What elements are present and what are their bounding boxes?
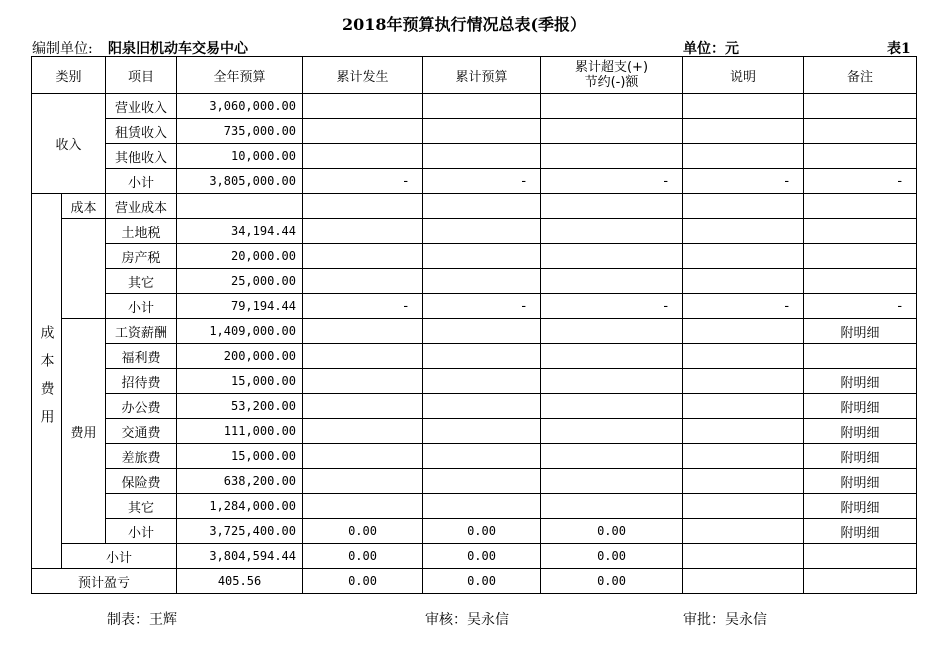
actual-cell: 0.00 <box>303 544 423 569</box>
budget-cell: 79,194.44 <box>177 294 303 319</box>
report-title: 2018年预算执行情况总表(季报） <box>341 15 587 34</box>
cum-budget-cell: 0.00 <box>423 519 541 544</box>
approved-by: 审批：吴永信 <box>683 612 767 628</box>
budget-cell: 111,000.00 <box>177 419 303 444</box>
table-row <box>32 344 917 369</box>
remark-cell: 附明细 <box>804 319 917 344</box>
item-cell: 土地税 <box>106 219 177 244</box>
actual-cell: 0.00 <box>303 519 423 544</box>
col-variance-line2: 节约(-)额 <box>584 75 639 90</box>
item-cell: 小计 <box>62 544 177 569</box>
table-row <box>32 319 917 344</box>
budget-cell: 10,000.00 <box>177 144 303 169</box>
table-row <box>32 244 917 269</box>
item-cell: 工资薪酬 <box>106 319 177 344</box>
cum-budget-cell: 0.00 <box>423 544 541 569</box>
table-row <box>32 219 917 244</box>
budget-cell: 735,000.00 <box>177 119 303 144</box>
col-category: 类别 <box>32 57 106 94</box>
remark-cell: 附明细 <box>804 519 917 544</box>
item-cell: 保险费 <box>106 469 177 494</box>
variance-cell: 0.00 <box>541 519 683 544</box>
budget-cell: 638,200.00 <box>177 469 303 494</box>
group-tax-blank <box>62 219 106 319</box>
remark-cell <box>804 344 917 369</box>
dash-cell: - <box>683 294 804 319</box>
table-number: 表1 <box>887 41 911 57</box>
table-row <box>32 369 917 394</box>
item-cell: 小计 <box>106 294 177 319</box>
item-cell: 其他收入 <box>106 144 177 169</box>
table-row <box>32 494 917 519</box>
budget-table <box>31 56 917 594</box>
cost-subtotal-row <box>32 294 917 319</box>
group-cost: 成本 <box>62 194 106 219</box>
unit-name: 阳泉旧机动车交易中心 <box>108 41 248 57</box>
table-row <box>32 444 917 469</box>
dash-cell: - <box>423 169 541 194</box>
table-row <box>32 419 917 444</box>
budget-cell: 25,000.00 <box>177 269 303 294</box>
group-cost-expense: 成本费用 <box>32 194 62 569</box>
table-row <box>32 469 917 494</box>
expense-subtotal-row <box>32 519 917 544</box>
col-variance <box>541 57 683 94</box>
item-cell: 交通费 <box>106 419 177 444</box>
group-expense: 费用 <box>62 319 106 544</box>
dash-cell: - <box>804 169 917 194</box>
col-remarks: 备注 <box>804 57 917 94</box>
item-cell: 小计 <box>106 169 177 194</box>
item-cell: 房产税 <box>106 244 177 269</box>
budget-cell: 53,200.00 <box>177 394 303 419</box>
currency-unit: 单位：元 <box>683 41 739 57</box>
table-row <box>32 194 917 219</box>
dash-cell: - <box>541 294 683 319</box>
remark-cell: 附明细 <box>804 369 917 394</box>
budget-cell: 3,060,000.00 <box>177 94 303 119</box>
dash-cell: - <box>683 169 804 194</box>
reviewed-by: 审核：吴永信 <box>425 612 509 628</box>
prepared-by: 制表：王辉 <box>107 612 177 628</box>
total-subtotal-row <box>32 544 917 569</box>
table-row <box>32 394 917 419</box>
remark-cell: 附明细 <box>804 419 917 444</box>
variance-cell: 0.00 <box>541 544 683 569</box>
actual-cell: 0.00 <box>303 569 423 594</box>
unit-label: 编制单位: <box>32 41 93 57</box>
col-cumulative-budget: 累计预算 <box>423 57 541 94</box>
table-row <box>32 269 917 294</box>
col-explanation: 说明 <box>683 57 804 94</box>
dash-cell: - <box>303 294 423 319</box>
budget-cell: 3,725,400.00 <box>177 519 303 544</box>
variance-cell: 0.00 <box>541 569 683 594</box>
dash-cell: - <box>423 294 541 319</box>
item-cell: 其它 <box>106 494 177 519</box>
budget-cell: 15,000.00 <box>177 369 303 394</box>
budget-cell: 15,000.00 <box>177 444 303 469</box>
group-income: 收入 <box>32 94 106 194</box>
table-row <box>32 119 917 144</box>
income-subtotal-row <box>32 169 917 194</box>
col-item: 项目 <box>106 57 177 94</box>
remark-cell: 附明细 <box>804 444 917 469</box>
budget-cell: 3,804,594.44 <box>177 544 303 569</box>
profit-row <box>32 569 917 594</box>
remark-cell: 附明细 <box>804 469 917 494</box>
item-cell: 预计盈亏 <box>32 569 177 594</box>
cum-budget-cell: 0.00 <box>423 569 541 594</box>
table-row <box>32 94 917 119</box>
budget-cell: 34,194.44 <box>177 219 303 244</box>
item-cell: 招待费 <box>106 369 177 394</box>
remark-cell: 附明细 <box>804 394 917 419</box>
dash-cell: - <box>541 169 683 194</box>
budget-cell: 3,805,000.00 <box>177 169 303 194</box>
item-cell: 差旅费 <box>106 444 177 469</box>
col-annual-budget: 全年预算 <box>177 57 303 94</box>
budget-cell: 1,284,000.00 <box>177 494 303 519</box>
item-cell: 办公费 <box>106 394 177 419</box>
item-cell: 福利费 <box>106 344 177 369</box>
header-row <box>32 57 917 94</box>
item-cell: 其它 <box>106 269 177 294</box>
dash-cell: - <box>804 294 917 319</box>
dash-cell: - <box>303 169 423 194</box>
col-variance-line1: 累计超支(+) <box>574 60 649 75</box>
table-row <box>32 144 917 169</box>
remark-cell: 附明细 <box>804 494 917 519</box>
item-cell: 营业收入 <box>106 94 177 119</box>
budget-cell: 405.56 <box>177 569 303 594</box>
col-cumulative-actual: 累计发生 <box>303 57 423 94</box>
budget-cell: 200,000.00 <box>177 344 303 369</box>
item-cell: 营业成本 <box>106 194 177 219</box>
budget-cell: 20,000.00 <box>177 244 303 269</box>
budget-cell: 1,409,000.00 <box>177 319 303 344</box>
item-cell: 小计 <box>106 519 177 544</box>
item-cell: 租赁收入 <box>106 119 177 144</box>
